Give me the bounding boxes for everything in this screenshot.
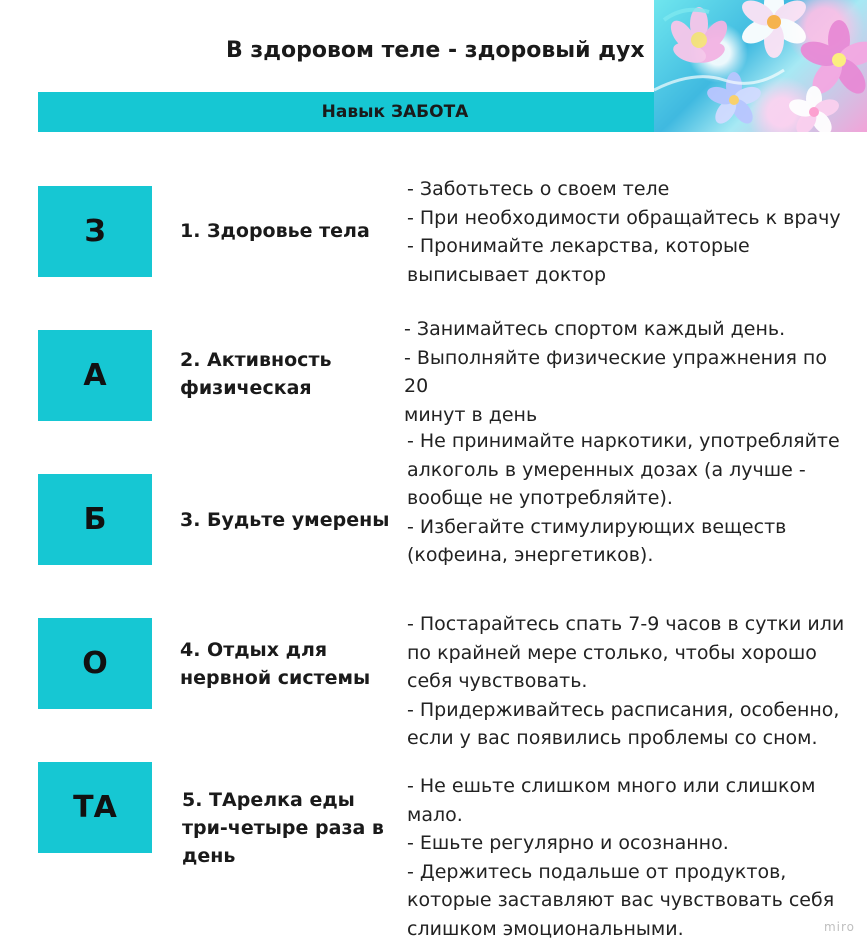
- row-line: алкоголь в умеренных дозах (а лучше -: [407, 458, 806, 481]
- row-description-1: [407, 175, 852, 289]
- row-line: - Постарайтесь спать 7-9 часов в сутки или: [407, 613, 845, 635]
- row-line: вообще не употребляйте).: [407, 487, 673, 509]
- row-description-3: [407, 427, 852, 570]
- miro-watermark: miro: [823, 920, 855, 934]
- row-line: - Избегайте стимулирующих веществ: [407, 515, 787, 538]
- row-line: - Выполняйте физические упражнения по 20: [404, 346, 827, 397]
- letter-box-3: Б: [38, 474, 152, 565]
- row-line: - При необходимости обращайтесь к врачу: [407, 206, 841, 229]
- row-line: - Не принимайте наркотики, употребляйте: [407, 430, 840, 452]
- row-line: которые заставляют вас чувствовать себя: [407, 889, 835, 911]
- row-line: минут в день: [404, 403, 538, 426]
- letter-box-1: З: [38, 186, 152, 277]
- row-line: (кофеина, энергетиков).: [407, 544, 654, 566]
- row-line: если у вас появились проблемы со сном.: [407, 727, 818, 749]
- row-line: себя чувствовать.: [407, 670, 588, 692]
- page-title-text: В здоровом теле - здоровый дух: [226, 38, 645, 63]
- letter-box-2: А: [38, 330, 152, 421]
- row-description-2: [404, 315, 849, 429]
- row-description-5: [407, 772, 852, 943]
- skill-banner-text: Навык ЗАБОТА: [321, 102, 469, 122]
- letter-box-4: О: [38, 618, 152, 709]
- row-line: выписывает доктор: [407, 263, 607, 286]
- row-line: слишком эмоциональными.: [407, 917, 684, 940]
- row-line: - Заботьтесь о своем теле: [407, 178, 670, 200]
- row-line: - Не ешьте слишком много или слишком: [407, 775, 816, 797]
- row-description-4: [407, 610, 852, 753]
- letter-box-5: ТА: [38, 762, 152, 853]
- row-line: - Ешьте регулярно и осознанно.: [407, 832, 729, 854]
- row-heading-3: 3. Будьте умерены: [180, 509, 390, 531]
- row-line: - Пронимайте лекарства, которые: [407, 235, 750, 257]
- row-line: - Придерживайтесь расписания, особенно,: [407, 698, 840, 721]
- row-heading-5: 5. ТАрелка еды три-четыре раза в день: [182, 789, 384, 867]
- row-line: - Держитесь подальше от продуктов,: [407, 860, 787, 883]
- row-heading-2: 2. Активность физическая: [180, 349, 332, 399]
- row-heading-4: 4. Отдых для нервной системы: [180, 639, 371, 689]
- row-line: - Занимайтесь спортом каждый день.: [404, 318, 786, 340]
- row-line: мало.: [407, 803, 463, 826]
- row-heading-1: 1. Здоровье тела: [180, 220, 370, 242]
- row-line: по крайней мере столько, чтобы хорошо: [407, 641, 817, 664]
